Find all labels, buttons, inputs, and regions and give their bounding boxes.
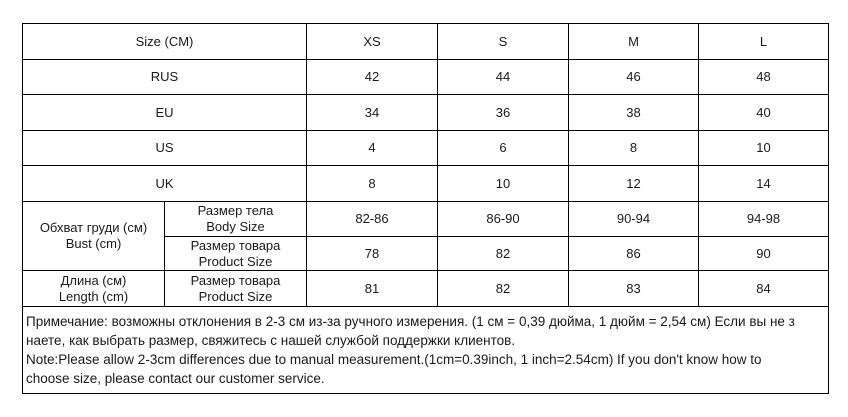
cell-us-l: 10 [699, 131, 829, 166]
body-size-label-ru: Размер тела [197, 203, 274, 218]
cell-rus-l: 48 [699, 60, 829, 95]
table-row-rus [23, 60, 829, 95]
product-size-label-en: Product Size [198, 253, 273, 269]
cell-rus-s: 44 [438, 60, 569, 95]
cell-bust-body-s: 86-90 [438, 202, 569, 237]
size-xs-header: XS [307, 24, 438, 60]
size-cm-header: Size (CM) [23, 24, 307, 60]
cell-us-s: 6 [438, 131, 569, 166]
note-row [23, 307, 829, 394]
row-label-us: US [23, 131, 307, 166]
table-row-us [23, 131, 829, 166]
cell-rus-xs: 42 [307, 60, 438, 95]
product-size-label [165, 237, 307, 271]
cell-length-xs: 81 [307, 271, 438, 307]
cell-length-s: 82 [438, 271, 569, 307]
cell-uk-m: 12 [569, 166, 699, 202]
cell-eu-m: 38 [569, 95, 699, 131]
row-label-eu: EU [23, 95, 307, 131]
body-size-label [165, 202, 307, 237]
cell-us-m: 8 [569, 131, 699, 166]
table-row-bust-body [23, 202, 829, 237]
body-size-label-en: Body Size [206, 219, 265, 234]
cell-eu-l: 40 [699, 95, 829, 131]
bust-label-en: Bust (cm) [65, 236, 122, 251]
cell-bust-product-m: 86 [569, 237, 699, 271]
row-label-rus: RUS [23, 60, 307, 95]
note-line-en-1: Note:Please allow 2-3cm differences due to manual measurement.(1cm=0.39inch, 1 inch=2.54cm) If you don't know how to [26, 352, 762, 367]
size-chart-table [22, 23, 829, 394]
header-row [23, 24, 829, 60]
cell-uk-s: 10 [438, 166, 569, 202]
cell-bust-product-l: 90 [699, 237, 829, 271]
size-l-header: L [699, 24, 829, 60]
cell-eu-s: 36 [438, 95, 569, 131]
row-label-uk: UK [23, 166, 307, 202]
note-line-ru-1: Примечание: возможны отклонения в 2-3 см из-за ручного измерения. (1 см = 0,39 дюйма, 1 дюйм = 2,54 см) Если вы не з [26, 314, 795, 329]
length-product-size-label [165, 271, 307, 307]
length-label-ru: Длина (см) [60, 272, 127, 288]
bust-label-ru: Обхват груди (см) [39, 220, 148, 235]
bust-label [23, 202, 165, 271]
cell-us-xs: 4 [307, 131, 438, 166]
cell-bust-product-s: 82 [438, 237, 569, 271]
cell-length-m: 83 [569, 271, 699, 307]
table-row-length [23, 271, 829, 307]
length-product-size-label-en: Product Size [198, 288, 273, 304]
note-line-en-2: choose size, please contact our customer service. [26, 371, 325, 386]
cell-eu-xs: 34 [307, 95, 438, 131]
cell-length-l: 84 [699, 271, 829, 307]
table-row-uk [23, 166, 829, 202]
length-product-size-label-ru: Размер товара [190, 272, 281, 288]
cell-bust-body-m: 90-94 [569, 202, 699, 237]
length-label [23, 271, 165, 307]
cell-uk-l: 14 [699, 166, 829, 202]
table-row-eu [23, 95, 829, 131]
size-m-header: M [569, 24, 699, 60]
cell-uk-xs: 8 [307, 166, 438, 202]
length-label-en: Length (cm) [58, 288, 129, 304]
product-size-label-ru: Размер товара [190, 237, 281, 253]
cell-bust-body-xs: 82-86 [307, 202, 438, 237]
cell-bust-body-l: 94-98 [699, 202, 829, 237]
size-s-header: S [438, 24, 569, 60]
cell-bust-product-xs: 78 [307, 237, 438, 271]
cell-rus-m: 46 [569, 60, 699, 95]
note-line-ru-2: наете, как выбрать размер, свяжитесь с нашей службой поддержки клиентов. [26, 333, 516, 348]
measurement-note [23, 307, 829, 394]
